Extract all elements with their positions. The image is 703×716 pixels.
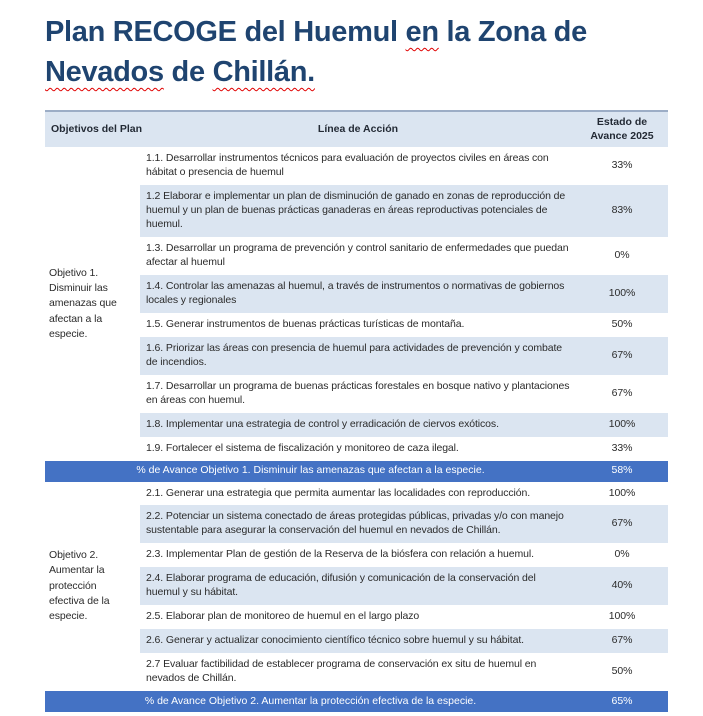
action-cell: 1.7. Desarrollar un programa de buenas prácticas forestales en bosque nativo y plantaciones en áreas con huemul. <box>146 379 570 406</box>
title-line-2 <box>45 52 668 92</box>
progress-cell: 40% <box>576 567 668 605</box>
action-cell: 1.4. Controlar las amenazas al huemul, a través de instrumentos o normativas de gobiernos locales y regionales <box>140 275 576 313</box>
action-cell: 2.5. Elaborar plan de monitoreo de huemul en el largo plazo <box>146 610 420 623</box>
objective-1-summary-row <box>45 461 668 482</box>
action-cell: 2.6. Generar y actualizar conocimiento científico técnico sobre huemul y su hábitat. <box>140 629 576 653</box>
title-text: Plan RECOGE del Huemul <box>45 16 406 48</box>
progress-cell: 33% <box>611 159 633 172</box>
progress-cell: 67% <box>576 505 668 543</box>
title-misspelled-word: Nevados <box>45 56 164 89</box>
progress-cell: 83% <box>576 185 668 237</box>
progress-cell: 100% <box>608 610 636 623</box>
action-cell: 1.2 Elaborar e implementar un plan de disminución de ganado en zonas de reproducción de huemul y un plan de buenas prácticas ganaderas en áreas reproductivas potenciales de huemul. <box>140 185 576 237</box>
progress-cell: 0% <box>614 548 630 561</box>
progress-cell: 67% <box>576 629 668 653</box>
summary-progress: 58% <box>576 461 668 482</box>
summary-label: % de Avance Objetivo 1. Disminuir las amenazas que afectan a la especie. <box>45 461 576 482</box>
table-row <box>45 482 668 506</box>
progress-cell: 100% <box>576 275 668 313</box>
action-cell: 2.2. Potenciar un sistema conectado de áreas protegidas públicas, privadas y/o con manejo sustentable para asegurar la conservación del huemul en nevados de Chillán. <box>140 505 576 543</box>
title-text: de <box>163 56 213 89</box>
page-title <box>45 12 668 92</box>
table-header-row <box>45 111 668 147</box>
title-line-1 <box>45 12 668 52</box>
summary-label: % de Avance Objetivo 2. Aumentar la protección efectiva de la especie. <box>45 691 576 712</box>
progress-cell: 100% <box>608 486 636 499</box>
column-header-linea-de-accion: Línea de Acción <box>140 111 576 147</box>
summary-progress: 65% <box>576 691 668 712</box>
objective-2-summary-row <box>45 691 668 712</box>
progress-cell: 67% <box>576 337 668 375</box>
action-cell: 2.1. Generar una estrategia que permita aumentar las localidades con reproducción. <box>146 486 531 499</box>
progress-cell: 0% <box>614 249 630 262</box>
action-cell: 2.3. Implementar Plan de gestión de la Reserva de la biósfera con relación a huemul. <box>146 548 534 561</box>
progress-cell: 100% <box>576 413 668 437</box>
objective-2-cell: Objetivo 2. Aumentar la protección efectiva de la especie. <box>45 482 140 692</box>
title-misspelled-word: Chillán. <box>212 56 315 89</box>
table-row <box>45 147 668 185</box>
action-cell: 1.3. Desarrollar un programa de prevención y control sanitario de enfermedades que puedan afectar al huemul <box>146 242 569 269</box>
action-cell: 1.8. Implementar una estrategia de control y erradicación de ciervos exóticos. <box>140 413 576 437</box>
column-header-objetivos: Objetivos del Plan <box>45 111 140 147</box>
plan-progress-table <box>45 110 668 712</box>
column-header-estado-de-avance: Estado de Avance 2025 <box>576 111 668 147</box>
progress-cell: 50% <box>611 317 633 330</box>
title-misspelled-word: en <box>405 16 439 48</box>
progress-cell: 50% <box>611 665 633 678</box>
action-cell: 2.7 Evaluar factibilidad de establecer programa de conservación ex situ de huemul en nevados de Chillán. <box>146 658 537 685</box>
title-text: la Zona de <box>438 16 587 48</box>
action-cell: 1.1. Desarrollar instrumentos técnicos para evaluación de proyectos civiles en áreas con hábitat o presencia de huemul <box>146 152 549 179</box>
action-cell: 1.6. Priorizar las áreas con presencia de huemul para actividades de prevención y combate de incendios. <box>140 337 576 375</box>
action-cell: 1.9. Fortalecer el sistema de fiscalización y monitoreo de caza ilegal. <box>146 441 459 454</box>
progress-cell: 33% <box>611 441 633 454</box>
action-cell: 1.5. Generar instrumentos de buenas prácticas turísticas de montaña. <box>146 317 465 330</box>
progress-cell: 67% <box>611 386 633 399</box>
objective-1-cell: Objetivo 1. Disminuir las amenazas que afectan a la especie. <box>45 147 140 460</box>
action-cell: 2.4. Elaborar programa de educación, difusión y comunicación de la conservación del huemul y su hábitat. <box>140 567 576 605</box>
